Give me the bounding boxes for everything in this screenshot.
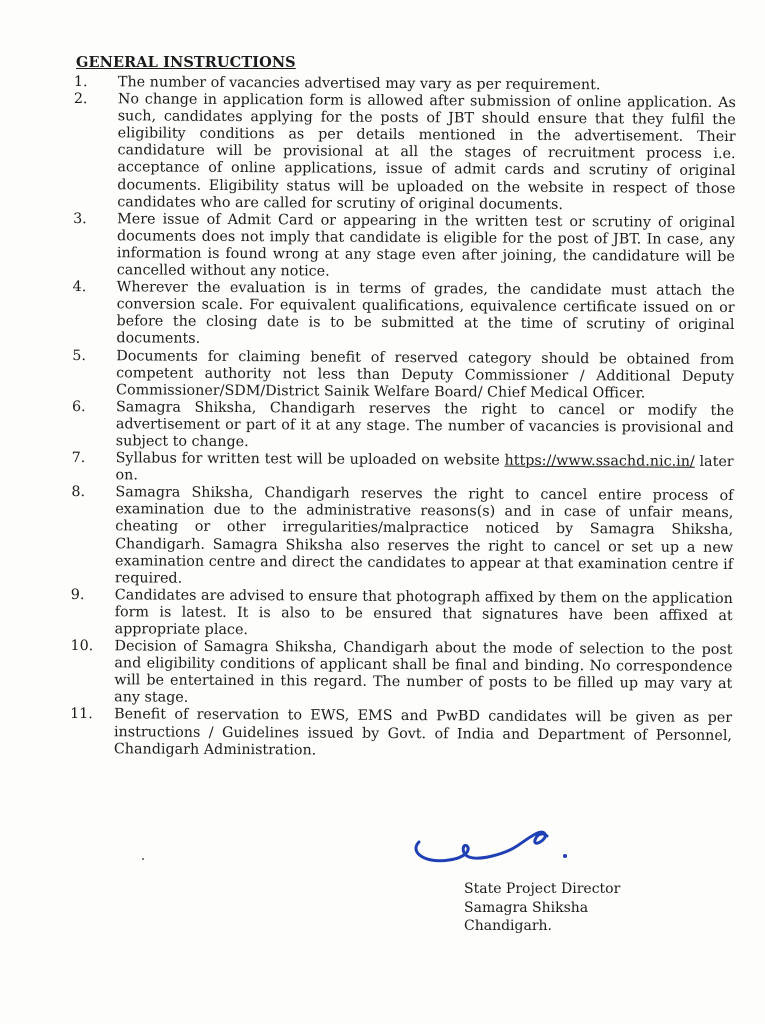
website-link[interactable]: https://www.ssachd.nic.in/ xyxy=(504,452,695,470)
list-item xyxy=(70,399,734,454)
signatory-organization: Samagra Shiksha xyxy=(464,899,589,916)
item-number: 6. xyxy=(71,398,86,415)
syllabus-text: Syllabus for written test will be uploaded on website xyxy=(115,450,505,469)
item-text: Mere issue of Admit Card or appearing in the written test or scrutiny of original documents does not imply that candidate is eligible for the post of JBT. In case, any information is found wrong at any stage even after joining, the candidature will be cancelled without any notice. xyxy=(116,211,736,280)
item-number: 8. xyxy=(71,484,86,501)
list-item xyxy=(68,638,732,710)
item-number: 3. xyxy=(73,210,87,227)
list-item xyxy=(71,91,736,215)
list-item xyxy=(68,706,732,761)
item-text: Wherever the evaluation is in terms of grades, the candidate must attach the conversion scale. For equivalent qualifications, equivalence certificate issued on or before the closing date is to be submitted at the time of scrutiny of original documents. xyxy=(116,279,735,348)
syllabus-text-end: later on. xyxy=(115,453,734,484)
item-text: Samagra Shiksha, Chandigarh reserves the right to cancel or modify the advertisement or part of it at any stage. The number of vacancies is provisional and subject to change. xyxy=(115,399,735,451)
signatory-location: Chandigarh. xyxy=(464,918,552,934)
item-number: 5. xyxy=(72,347,86,364)
item-number: 2. xyxy=(73,91,88,108)
list-item xyxy=(70,347,734,402)
list-item xyxy=(69,484,734,591)
list-item xyxy=(71,211,735,283)
item-number: 4. xyxy=(72,279,87,296)
signature-graphic xyxy=(405,818,585,878)
item-text xyxy=(115,450,733,488)
item-text: Documents for claiming benefit of reserved category should be obtained from competent authority not less than Deputy Commissioner / Additional Deputy Commissioner/SDM/District Sainik Welfare Board/ Chief Medical Officer. xyxy=(116,347,735,402)
signatory-block xyxy=(464,880,620,936)
list-item xyxy=(69,450,733,488)
item-text: Candidates are advised to ensure that photograph affixed by them on the application form is latest. It is also to be ensured that signatures have been affixed at appropriate place. xyxy=(114,587,733,639)
item-number: 9. xyxy=(70,586,85,603)
item-text: Decision of Samagra Shiksha, Chandigarh about the mode of selection to the post and eligibility conditions of applicant shall be final and binding. No correspondence will be entertained in this regard. The number of posts to be filled up may vary at any stage. xyxy=(114,638,733,707)
item-text: Samagra Shiksha, Chandigarh reserves the right to cancel entire process of examination due to the administrative reasons(s) and in case of unfair means, cheating or other irregularities/malpractice noticed by Samagra Shiksha, Chandigarh. Samagra Shiksha also reserves the right to cancel or set up a new examination centre and direct the candidates to appear at that examination centre if required. xyxy=(114,484,734,587)
item-number: 7. xyxy=(71,450,86,467)
item-number: 11. xyxy=(70,706,93,723)
instructions-list xyxy=(68,74,736,762)
item-text: The number of vacancies advertised may vary as per requirement. xyxy=(117,74,601,94)
list-item xyxy=(69,587,733,642)
list-item xyxy=(70,279,734,351)
section-heading: GENERAL INSTRUCTIONS xyxy=(76,54,296,71)
item-number: 1. xyxy=(73,74,88,91)
signatory-title: State Project Director xyxy=(464,881,621,897)
item-number: 10. xyxy=(70,638,94,655)
item-text: Benefit of reservation to EWS, EMS and PwBD candidates will be given as per instructions / Guidelines issued by Govt. of India and Department of Personnel, Chandigarh Administration. xyxy=(113,706,733,759)
item-text: No change in application form is allowed after submission of online application. As such, candidates applying for the posts of JBT should ensure that they fulfil the eligibility conditions as per details mentioned in the advertisement. Their candidature will be provisional at all the stages of recruitment process i.e. acceptance of online applications, issue of admit cards and scrutiny of original documents. Eligibility status will be uploaded on the website in respect of those candidates who are called for scrutiny of original documents. xyxy=(117,91,736,213)
scan-speck xyxy=(142,858,144,860)
